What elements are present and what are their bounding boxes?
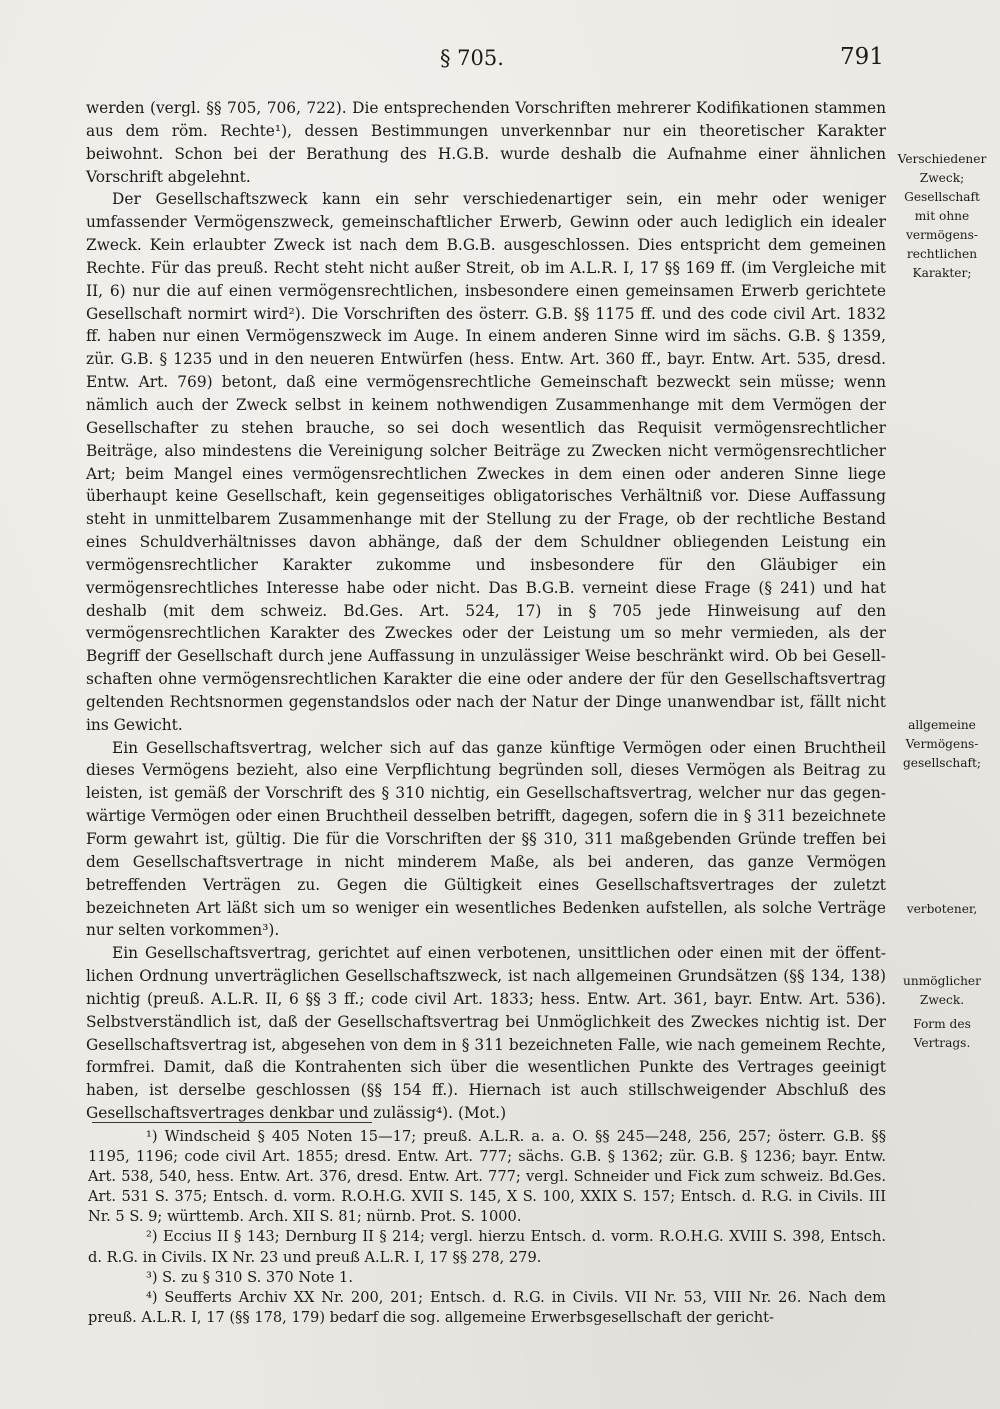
page-number: 791 (840, 44, 884, 70)
margin-note-line: Zweck. (919, 993, 965, 1007)
margin-note (892, 716, 992, 773)
margin-note (892, 972, 992, 1010)
footnote: ¹) Windscheid § 405 Noten 15—17; preuß. A.L.R. a. a. O. §§ 245—248, 256, 257; österr. G.B. §§ 1195, 1196; code civil Art. 1855; dresd. Entw. Art. 777; sächs. G.B. § 1362; zür. G.B. § 1236; bayr. Entw. Art. 538, 540, hess. Entw. Art. 376, dresd. Entw. Art. 777; vergl. Schneider und Fick zum schweiz. Bd.Ges. Art. 531 S. 375; Entsch. d. vorm. R.O.H.G. XVII S. 145, X S. 100, XXIX S. 157; Entsch. d. R.G. in Civils. III Nr. 5 S. 9; württemb. Arch. XII S. 81; nürnb. Prot. S. 1000. (88, 1128, 886, 1226)
margin-note-line: Gesellschaft (904, 190, 980, 204)
margin-note-line: verbotener, (906, 902, 978, 916)
margin-note-line: allgemeine (908, 718, 976, 732)
paragraph: werden (vergl. §§ 705, 706, 722). Die entsprechenden Vorschriften mehrerer Kodifikationen stammen aus dem röm. Rechte¹), dessen Bestimmungen unverkennbar nur ein theoretischer Karakter beiwohnt. Schon bei der Berathung des H.G.B. wurde deshalb die Aufnahme einer ähnlichen Vorschrift abgelehnt. (86, 99, 886, 186)
margin-note-line: mit ohne (914, 209, 970, 223)
footnote-divider (92, 1122, 372, 1123)
paragraph: Ein Gesellschaftsvertrag, gerichtet auf einen verbotenen, unsittlichen oder einen mit der öffentlichen Ordnung unverträglichen Gesellschaftszweck, ist nach allgemeinen Grundsätzen (§§ 134, 138) nichtig (preuß. A.L.R. II, 6 §§ 3 ff.; code civil Art. 1833; hess. Entw. Art. 361, bayr. Entw. Art. 536). Selbstverständlich ist, daß der Gesellschaftsvertrag bei Unmöglichkeit des Zweckes nichtig ist. Der Gesellschaftsvertrag ist, abgesehen von dem in § 311 bezeichneten Falle, wie nach gemeinem Rechte, formfrei. Damit, daß die Kontrahenten sich über die wesentlichen Punkte des Vertrages geeinigt haben, ist derselbe geschlossen (§§ 154 ff.). Hiernach ist auch stillschweigender Abschluß des Gesellschaftsvertrages denkbar und zulässig⁴). (Mot.) (86, 944, 886, 1123)
margin-note-line: vermögens- (905, 228, 979, 242)
paragraph: Ein Gesellschaftsvertrag, welcher sich auf das ganze künftige Vermögen oder einen Bruchtheil dieses Vermögens bezieht, also eine Verpflichtung begründen soll, dieses Vermögen als Beitrag zu leisten, ist gemäß der Vorschrift des § 310 nichtig, ein Gesellschaftsvertrag, welcher nur das gegenwärtige Vermögen oder einen Bruchtheil desselben betrifft, dagegen, sofern die in § 311 bezeichnete Form gewahrt ist, gültig. Die für die Vorschriften der §§ 310, 311 maßgebenden Gründe treffen bei dem Gesellschaftsvertrage in nicht minderem Maße, als bei anderen, das ganze Vermögen betreffenden Verträgen zu. Gegen die Gültigkeit eines Gesellschaftsvertrages der zuletzt bezeichneten Art läßt sich um so weniger ein wesentliches Bedenken aufstellen, als solche Verträge nur selten vorkommen³). (86, 738, 886, 940)
margin-note-line: Form des (913, 1017, 971, 1031)
footnotes (88, 1127, 886, 1328)
margin-note (892, 900, 992, 919)
margin-note (892, 150, 992, 283)
margin-note-line: Verschiedener (897, 152, 987, 166)
paragraph: Der Gesellschaftszweck kann ein sehr verschiedenartiger sein, ein mehr oder weniger umfassender Vermögenszweck, gemeinschaftlicher Erwerb, Gewinn oder auch lediglich ein idealer Zweck. Kein erlaubter Zweck ist nach dem B.G.B. ausgeschlossen. Dies entspricht dem gemeinen Rechte. Für das preuß. Recht steht nicht außer Streit, ob im A.L.R. I, 17 §§ 169 ff. (im Vergleiche mit II, 6) nur die auf einen vermögensrechtlichen, insbesondere einen gemeinsamen Erwerb gerichtete Gesellschaft normirt wird²). Die Vorschriften des österr. G.B. §§ 1175 ff. und des code civil Art. 1832 ff. haben nur einen Vermögenszweck im Auge. In einem anderen Sinne wird im sächs. G.B. § 1359, zür. G.B. § 1235 und in den neueren Entwürfen (hess. Entw. Art. 360 ff., bayr. Entw. Art. 535, dresd. Entw. Art. 769) betont, daß eine vermögensrechtliche Gemeinschaft bezweckt sein müsse; wenn nämlich auch der Zweck selbst in keinem nothwendigen Zusammenhange mit dem Vermögen der Gesellschafter zu stehen brauche, so sei doch wesentlich das Requisit vermögensrechtlicher Beiträge, also mindestens die Vereinigung solcher Beiträge zu Zwecken nicht vermögensrechtlicher Art; beim Mangel eines vermögensrechtlichen Zweckes in dem einen oder anderen Sinne liege überhaupt keine Gesellschaft, kein gegenseitiges obligatorisches Verhältniß vor. Diese Auffassung steht in unmittelbarem Zusammenhange mit der Stellung zu der Frage, ob der rechtliche Bestand eines Schuldverhältnisses davon abhänge, daß der dem Schuldner obliegenden Leistung ein vermögensrechtlicher Karakter zukomme und insbesondere für den Gläubiger ein vermögensrechtliches Interesse habe oder nicht. Das B.G.B. verneint diese Frage (§ 241) und hat deshalb (mit dem schweiz. Bd.Ges. Art. 524, 17) in § 705 jede Hinweisung auf den vermögensrechtlichen Karakter des Zweckes oder der Leistung um so mehr vermieden, als der Begriff der Gesellschaft durch jene Auffassung in unzulässiger Weise beschränkt wird. Ob bei Gesellschaften ohne vermögensrechtlichen Karakter die eine oder andere der für den Gesellschaftsvertrag geltenden Rechtsnormen gegenstandslos oder nach der Natur der Dinge unanwendbar ist, fällt nicht ins Gewicht. (86, 190, 886, 734)
margin-note-line: unmöglicher (903, 974, 981, 988)
footnote: ⁴) Seufferts Archiv XX Nr. 200, 201; Entsch. d. R.G. in Civils. VII Nr. 53, VIII Nr. 26. Nach dem preuß. A.L.R. I, 17 (§§ 178, 179) bedarf die sog. allgemeine Erwerbsgesellschaft der gericht- (88, 1288, 886, 1326)
margin-note-line: Vermögens- (905, 737, 979, 751)
margin-note-line: Karakter; (912, 266, 972, 280)
margin-note-line: rechtlichen (906, 247, 978, 261)
footnote: ³) S. zu § 310 S. 370 Note 1. (146, 1268, 353, 1286)
margin-note-line: gesellschaft; (903, 756, 981, 770)
section-heading: § 705. (440, 46, 504, 70)
page-header (0, 42, 1000, 82)
main-text (86, 97, 886, 1125)
footnote: ²) Eccius II § 143; Dernburg II § 214; vergl. hierzu Entsch. d. vorm. R.O.H.G. XVIII S. 398, Entsch. d. R.G. in Civils. IX Nr. 23 und preuß A.L.R. I, 17 §§ 278, 279. (88, 1228, 886, 1266)
margin-note-line: Vertrags. (913, 1036, 971, 1050)
margin-note-line: Zweck; (919, 171, 965, 185)
margin-note (892, 1015, 992, 1053)
